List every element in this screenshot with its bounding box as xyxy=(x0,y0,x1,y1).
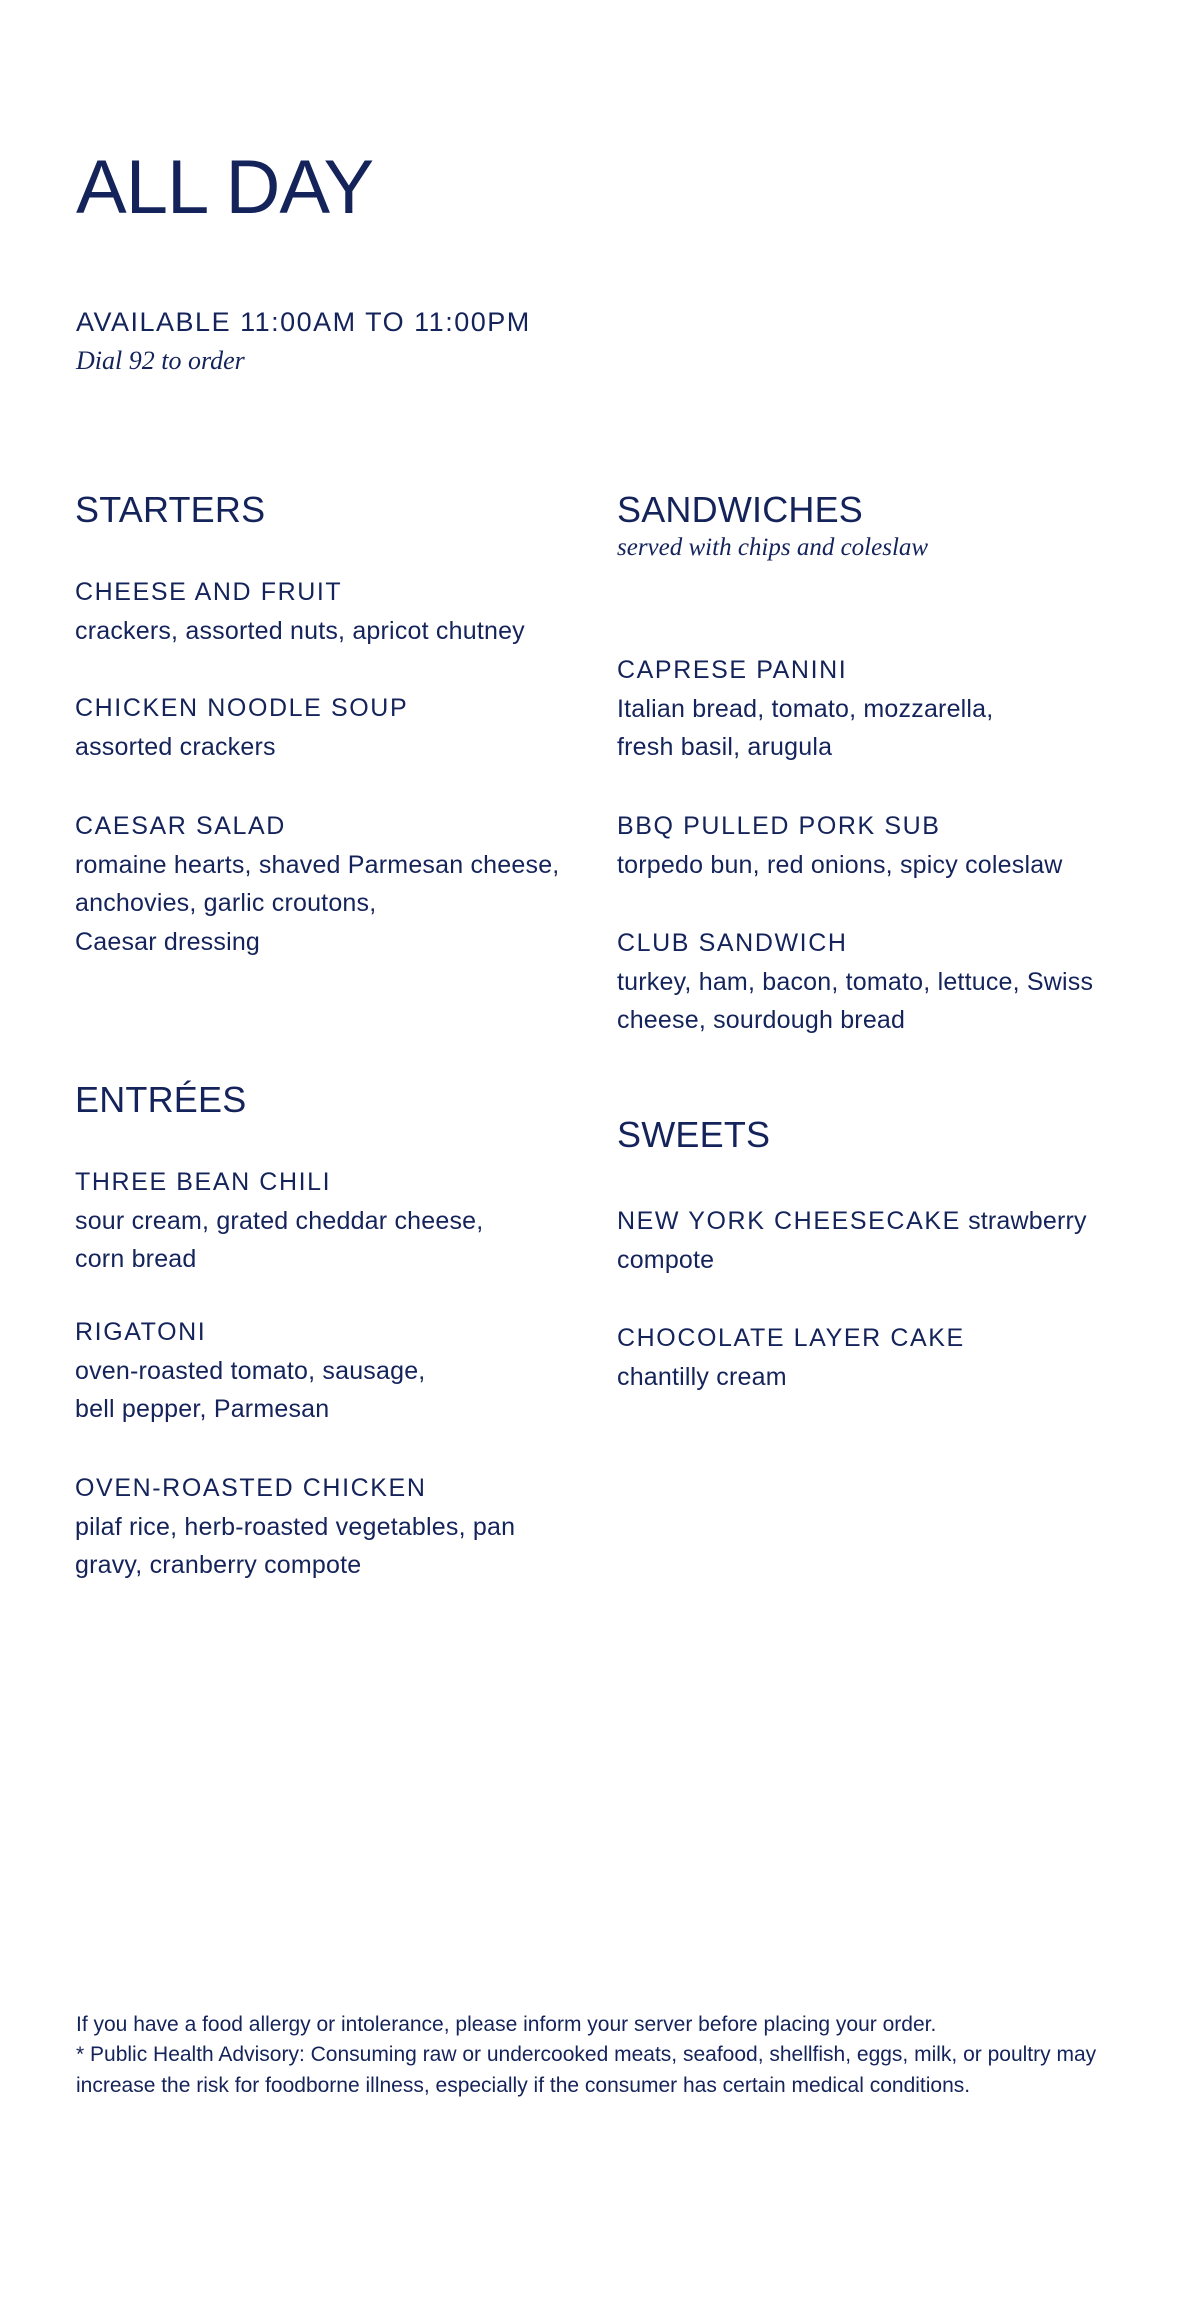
item-name: CAESAR SALAD xyxy=(75,812,286,840)
item-desc: torpedo bun, red onions, spicy coleslaw xyxy=(617,850,1063,879)
menu-item-bbq-pulled-pork-sub xyxy=(617,808,1063,884)
item-name: CLUB SANDWICH xyxy=(617,929,848,957)
menu-item-cheese-and-fruit xyxy=(75,574,525,650)
menu-item-caprese-panini xyxy=(617,652,993,767)
menu-item-new-york-cheesecake xyxy=(617,1202,1087,1280)
item-name: CHICKEN NOODLE SOUP xyxy=(75,694,409,722)
starters-section xyxy=(75,490,595,530)
item-name: CHEESE AND FRUIT xyxy=(75,578,343,606)
item-desc: Italian bread, tomato, mozzarella, xyxy=(617,694,994,723)
menu-item-caesar-salad xyxy=(75,808,559,962)
page-title: ALL DAY xyxy=(76,145,374,230)
item-desc: pilaf rice, herb-roasted vegetables, pan xyxy=(75,1512,516,1541)
item-desc: turkey, ham, bacon, tomato, lettuce, Swiss xyxy=(617,967,1094,996)
section-title-starters: STARTERS xyxy=(75,489,266,530)
menu-item-chocolate-layer-cake xyxy=(617,1320,965,1396)
item-desc: sour cream, grated cheddar cheese, xyxy=(75,1206,484,1235)
item-desc: romaine hearts, shaved Parmesan cheese, xyxy=(75,850,560,879)
item-desc-line xyxy=(617,1202,1087,1241)
item-desc: anchovies, garlic croutons, xyxy=(75,889,377,918)
item-name: NEW YORK CHEESECAKE xyxy=(617,1207,961,1235)
item-desc: chantilly cream xyxy=(617,1362,787,1391)
menu-item-three-bean-chili xyxy=(75,1164,483,1279)
item-name: BBQ PULLED PORK SUB xyxy=(617,812,941,840)
item-name: OVEN-ROASTED CHICKEN xyxy=(75,1474,427,1502)
item-name: RIGATONI xyxy=(75,1318,207,1346)
item-desc: bell pepper, Parmesan xyxy=(75,1395,330,1424)
item-desc: Caesar dressing xyxy=(75,928,261,956)
section-note-sandwiches: served with chips and coleslaw xyxy=(617,533,929,561)
menu-item-chicken-noodle-soup xyxy=(75,690,408,766)
availability-hours: AVAILABLE 11:00AM TO 11:00PM xyxy=(76,307,531,337)
menu-item-club-sandwich xyxy=(617,925,1093,1040)
dial-note: Dial 92 to order xyxy=(76,346,245,375)
section-title-sandwiches: SANDWICHES xyxy=(617,489,864,530)
item-desc: oven-roasted tomato, sausage, xyxy=(75,1356,426,1385)
menu-item-oven-roasted-chicken xyxy=(75,1470,515,1585)
item-name: THREE BEAN CHILI xyxy=(75,1168,332,1196)
item-name: CHOCOLATE LAYER CAKE xyxy=(617,1324,965,1352)
item-desc: fresh basil, arugula xyxy=(617,733,833,762)
item-desc: cheese, sourdough bread xyxy=(617,1006,906,1035)
item-desc: gravy, cranberry compote xyxy=(75,1551,362,1580)
public-health-advisory: * Public Health Advisory: Consuming raw or undercooked meats, seafood, shellfish, eggs, milk, or poultry may increase the risk for foodborne illness, especially if the consumer has certain medical conditions. xyxy=(76,2043,1097,2097)
item-desc: corn bread xyxy=(75,1245,197,1274)
entrees-section xyxy=(75,1080,595,1120)
item-inline-desc: strawberry xyxy=(968,1207,1087,1235)
section-title-sweets: SWEETS xyxy=(617,1114,771,1155)
sandwiches-section xyxy=(617,490,1137,562)
item-desc: assorted crackers xyxy=(75,732,276,761)
item-name: CAPRESE PANINI xyxy=(617,656,848,684)
section-title-entrees: ENTRÉES xyxy=(75,1079,247,1120)
sweets-section xyxy=(617,1115,1137,1155)
footer-advisory xyxy=(76,2010,1116,2101)
menu-item-rigatoni xyxy=(75,1314,425,1429)
item-desc: compote xyxy=(617,1245,715,1274)
item-desc: crackers, assorted nuts, apricot chutney xyxy=(75,616,525,645)
allergy-notice: If you have a food allergy or intolerance, please inform your server before placing your order. xyxy=(76,2013,937,2036)
